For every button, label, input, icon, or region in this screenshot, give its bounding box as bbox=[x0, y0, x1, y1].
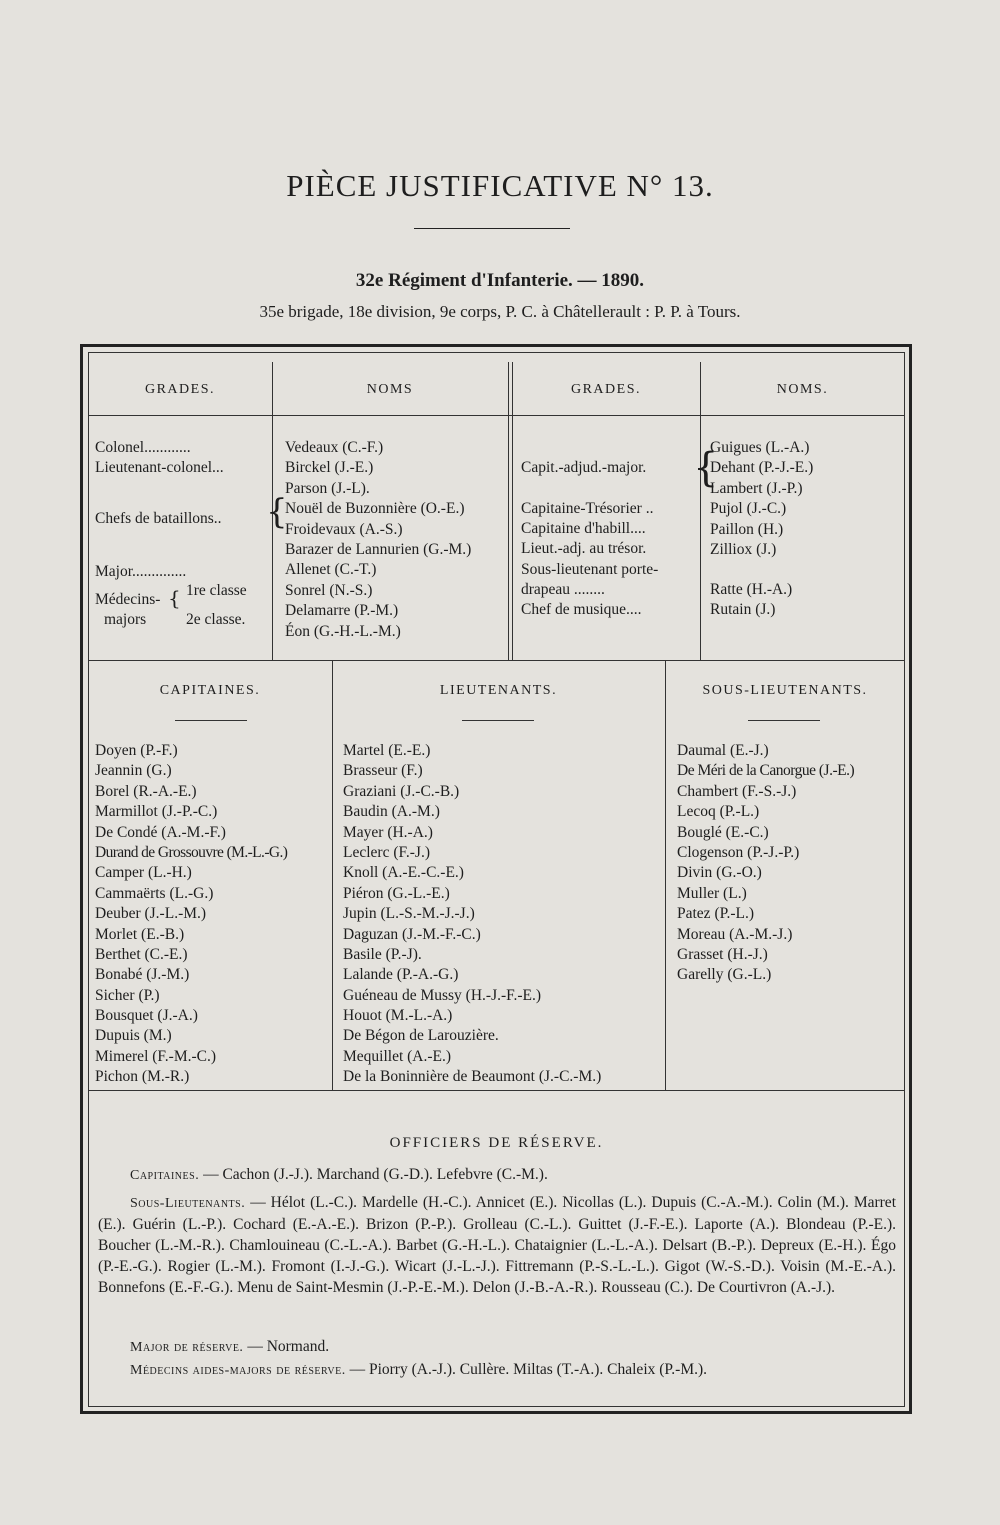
regiment-heading: 32e Régiment d'Infanterie. — 1890. bbox=[355, 270, 645, 291]
grade-colonel: Colonel............ bbox=[95, 439, 191, 456]
list-item: Grasset (H.-J.) bbox=[677, 945, 768, 963]
list-item: Vedeaux (C.-F.) bbox=[285, 439, 384, 456]
list-item: Delamarre (P.-M.) bbox=[285, 602, 399, 620]
grade-chefs: Chefs de bataillons.. bbox=[95, 510, 222, 527]
list-item: Sicher (P.) bbox=[95, 986, 160, 1004]
grade-medecins: Médecins- bbox=[95, 591, 161, 608]
reserve-title: OFFICIERS DE RÉSERVE. bbox=[389, 1135, 604, 1151]
reserve-label: Médecins aides-majors de réserve. bbox=[130, 1363, 346, 1378]
capitaines-list bbox=[95, 741, 287, 1088]
list-item: Sonrel (N.-S.) bbox=[285, 581, 373, 599]
list-item: Bonabé (J.-M.) bbox=[95, 966, 190, 984]
list-item: Patez (P.-L.) bbox=[677, 905, 755, 923]
header-grades-right: GRADES. bbox=[570, 382, 641, 397]
list-item: Garelly (G.-L.) bbox=[677, 966, 772, 984]
list-item: Camper (L.-H.) bbox=[95, 864, 192, 882]
column-divider bbox=[700, 362, 701, 660]
list-item: Graziani (J.-C.-B.) bbox=[343, 782, 460, 800]
list-item: Daguzan (J.-M.-F.-C.) bbox=[343, 925, 481, 943]
brace-icon: { bbox=[693, 445, 719, 491]
list-item: Lambert (J.-P.) bbox=[710, 479, 803, 497]
list-item: Knoll (A.-E.-C.-E.) bbox=[343, 864, 464, 882]
list-item: Cammaërts (L.-G.) bbox=[95, 884, 214, 902]
list-item: Paillon (H.) bbox=[710, 520, 784, 538]
section-rule bbox=[88, 660, 905, 661]
reserve-label: Major de réserve. bbox=[130, 1340, 244, 1355]
list-item: Leclerc (F.-J.) bbox=[343, 843, 430, 861]
list-item: Muller (L.) bbox=[677, 884, 747, 902]
list-item: Rutain (J.) bbox=[710, 601, 776, 619]
list-item: Mequillet (A.-E.) bbox=[343, 1047, 452, 1065]
brace-icon: { bbox=[168, 586, 181, 610]
reserve-text: — Normand. bbox=[243, 1338, 330, 1355]
grade-lt-colonel: Lieutenant-colonel... bbox=[95, 459, 224, 476]
grade-major: Major.............. bbox=[95, 563, 187, 580]
list-item: Morlet (E.-B.) bbox=[95, 925, 185, 943]
header-lieutenants: LIEUTENANTS. bbox=[439, 683, 558, 698]
grade-classe2: 2e classe. bbox=[186, 611, 246, 628]
right-names-list-lower bbox=[710, 580, 792, 621]
brace-icon: { bbox=[266, 492, 288, 532]
list-item: De Condé (A.-M.-F.) bbox=[95, 823, 226, 841]
list-item: Borel (R.-A.-E.) bbox=[95, 782, 197, 800]
list-item: Daumal (E.-J.) bbox=[677, 742, 769, 759]
right-names-list bbox=[710, 438, 813, 560]
list-item: Birckel (J.-E.) bbox=[285, 459, 374, 477]
list-item: Piéron (G.-L.-E.) bbox=[343, 884, 450, 902]
list-item: Froidevaux (A.-S.) bbox=[285, 520, 403, 538]
list-item: Doyen (P.-F.) bbox=[95, 742, 178, 759]
list-item: Pujol (J.-C.) bbox=[710, 500, 787, 518]
list-item: Moreau (A.-M.-J.) bbox=[677, 925, 793, 943]
list-item: Dupuis (M.) bbox=[95, 1027, 172, 1045]
reserve-text: — Piorry (A.-J.). Cullère. Miltas (T.-A.). Chaleix (P.-M.). bbox=[345, 1361, 708, 1378]
title-rule bbox=[414, 228, 570, 229]
header-rule bbox=[88, 415, 905, 416]
reserve-label: Sous-Lieutenants. bbox=[130, 1196, 246, 1211]
list-item: Clogenson (P.-J.-P.) bbox=[677, 843, 800, 861]
reserve-medecins bbox=[130, 1359, 707, 1381]
list-item: Nouël de Buzonnière (O.-E.) bbox=[285, 500, 465, 518]
list-item: Houot (M.-L.-A.) bbox=[343, 1007, 453, 1025]
grade-lieut-adj: Lieut.-adj. au trésor. bbox=[521, 540, 647, 557]
list-item: Martel (E.-E.) bbox=[343, 742, 431, 759]
list-item: Chambert (F.-S.-J.) bbox=[677, 782, 797, 800]
list-item: Lecoq (P.-L.) bbox=[677, 803, 760, 821]
grade-porte-1: Sous-lieutenant porte- bbox=[521, 561, 659, 578]
header-underline bbox=[748, 720, 820, 721]
grade-majors: majors bbox=[104, 611, 147, 628]
list-item: De la Boninnière de Beaumont (J.-C.-M.) bbox=[343, 1068, 602, 1086]
list-item: Bouglé (E.-C.) bbox=[677, 823, 769, 841]
list-item: Ratte (H.-A.) bbox=[710, 581, 793, 598]
column-divider bbox=[332, 660, 333, 1090]
sous-lieutenants-list bbox=[677, 741, 854, 986]
list-item: Guéneau de Mussy (H.-J.-F.-E.) bbox=[343, 986, 542, 1004]
column-divider bbox=[665, 660, 666, 1090]
list-item: Mimerel (F.-M.-C.) bbox=[95, 1047, 217, 1065]
list-item: Mayer (H.-A.) bbox=[343, 823, 433, 841]
list-item: Dehant (P.-J.-E.) bbox=[710, 459, 814, 477]
reserve-text: — Cachon (J.-J.). Marchand (G.-D.). Lefebvre (C.-M.). bbox=[199, 1166, 548, 1183]
column-divider bbox=[512, 362, 513, 660]
list-item: Pichon (M.-R.) bbox=[95, 1068, 190, 1086]
grade-musique: Chef de musique.... bbox=[521, 601, 642, 618]
list-item: Lalande (P.-A.-G.) bbox=[343, 966, 459, 984]
list-item: Divin (G.-O.) bbox=[677, 864, 762, 882]
list-item: Jeannin (G.) bbox=[95, 762, 172, 780]
reserve-major bbox=[130, 1336, 329, 1358]
grade-porte-2: drapeau ........ bbox=[521, 581, 605, 598]
list-item: Durand de Grossouvre (M.-L.-G.) bbox=[95, 843, 288, 861]
reserve-sous-lieutenants bbox=[98, 1192, 896, 1298]
list-item: De Méri de la Canorgue (J.-E.) bbox=[677, 762, 855, 780]
grade-classe1: 1re classe bbox=[186, 582, 247, 599]
list-item: Basile (P.-J). bbox=[343, 945, 422, 963]
reserve-label: Capitaines. bbox=[130, 1168, 200, 1183]
header-underline bbox=[175, 720, 247, 721]
list-item: Jupin (L.-S.-M.-J.-J.) bbox=[343, 905, 475, 923]
list-item: Guigues (L.-A.) bbox=[710, 439, 810, 456]
list-item: Baudin (A.-M.) bbox=[343, 803, 440, 821]
grade-capit-adjud: Capit.-adjud.-major. bbox=[521, 459, 647, 476]
list-item: Berthet (C.-E.) bbox=[95, 945, 188, 963]
list-item: Brasseur (F.) bbox=[343, 762, 423, 780]
header-underline bbox=[462, 720, 534, 721]
list-item: De Bégon de Larouzière. bbox=[343, 1027, 499, 1045]
page-title: PIÈCE JUSTIFICATIVE N° 13. bbox=[286, 168, 714, 203]
column-divider bbox=[508, 362, 509, 660]
list-item: Barazer de Lannurien (G.-M.) bbox=[285, 540, 472, 558]
list-item: Bousquet (J.-A.) bbox=[95, 1007, 198, 1025]
reserve-text: — Hélot (L.-C.). Mardelle (H.-C.). Annicet (E.). Nicollas (L.). Dupuis (C.-A.-M.). Colin (M.). Marret (E.). Guérin (L.-P.). Cochard (E.-A.-E.). Brizon (P.-P.). Grolleau (C.-L.). Guittet (J.-F.-E.). Laporte (A.). Blondeau (P.-E.). Boucher (L.-M.-R.). Chamlouineau (C.-L.-A.). Barbet (G.-H.-L.). Chataignier (L.-L.-A.). Delsart (B.-P.). Depreux (E.-H.). Égo (P.-E.-G.). Rogier (L.-M.). Fromont (I.-J.-G.). Wicart (J.-L.-J.). Fittremann (P.-S.-L.-L.). Gigot (W.-S.-D.). Voisin (M.-E.-A.). Bonnefons (E.-F.-G.). Menu de Saint-Mesmin (J.-P.-E.-M.). Delon (J.-B.-A.-R.). Rousseau (C.). De Courtivron (A.-J.). bbox=[98, 1194, 896, 1296]
header-grades-left: GRADES. bbox=[144, 382, 215, 397]
lieutenants-list bbox=[343, 741, 601, 1088]
header-sous-lieutenants: SOUS-LIEUTENANTS. bbox=[702, 683, 868, 698]
list-item: Parson (J.-L). bbox=[285, 479, 370, 497]
grade-habill: Capitaine d'habill.... bbox=[521, 520, 646, 537]
header-noms-right: NOMS. bbox=[776, 382, 829, 397]
reserve-capitaines bbox=[130, 1164, 548, 1186]
header-noms-left: NOMS bbox=[366, 382, 414, 397]
list-item: Allenet (C.-T.) bbox=[285, 561, 377, 579]
section-rule bbox=[88, 1090, 905, 1091]
grade-tresorier: Capitaine-Trésorier .. bbox=[521, 500, 654, 517]
left-names-list bbox=[285, 438, 471, 642]
list-item: Marmillot (J.-P.-C.) bbox=[95, 803, 218, 821]
list-item: Éon (G.-H.-L.-M.) bbox=[285, 622, 401, 640]
list-item: Zilliox (J.) bbox=[710, 540, 777, 558]
header-capitaines: CAPITAINES. bbox=[159, 683, 261, 698]
brigade-line: 35e brigade, 18e division, 9e corps, P. C. à Châtellerault : P. P. à Tours. bbox=[259, 302, 741, 321]
list-item: Deuber (J.-L.-M.) bbox=[95, 905, 207, 923]
